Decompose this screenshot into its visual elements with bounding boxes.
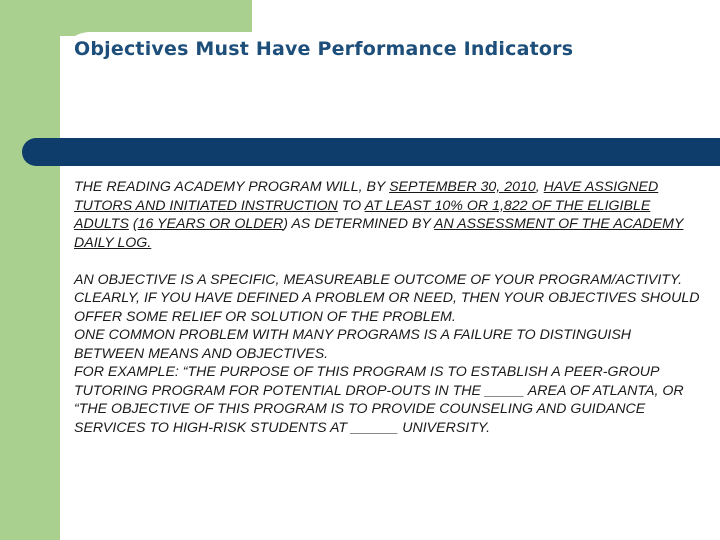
- objective-age: 16 YEARS OR OLDER: [137, 216, 284, 232]
- paragraph-objective: “THE OBJECTIVE OF THIS PROGRAM IS TO PROVIDE COUNSELING AND GUIDANCE SERVICES TO HIGH-RISK STUDENTS AT ______ UNIVERSITY.: [74, 401, 646, 436]
- objective-example: [74, 178, 704, 252]
- paragraph-gap: [74, 252, 704, 271]
- objective-text-1: THE READING ACADEMY PROGRAM WILL, BY: [74, 179, 390, 195]
- green-side-bar: [0, 0, 60, 540]
- objective-text-3: TO: [337, 197, 365, 214]
- slide-body: [74, 178, 704, 437]
- objective-action: HAVE ASSIGNED TUTORS AND INITIATED INSTRUCTION: [74, 179, 659, 214]
- objective-measure: AN ASSESSMENT OF THE ACADEMY DAILY LOG.: [74, 216, 684, 251]
- divider-bar: [22, 138, 720, 166]
- paragraph-relief: CLEARLY, IF YOU HAVE DEFINED A PROBLEM OR NEED, THEN YOUR OBJECTIVES SHOULD OFFER SOME RELIEF OR SOLUTION OF THE PROBLEM.: [74, 290, 700, 325]
- objective-target: AT LEAST 10% OR 1,822 OF THE ELIGIBLE ADULTS: [74, 197, 651, 232]
- slide-title: Objectives Must Have Performance Indicators: [74, 38, 574, 60]
- objective-text-2: ,: [535, 179, 544, 195]
- paragraph-example: FOR EXAMPLE: “THE PURPOSE OF THIS PROGRAM IS TO ESTABLISH A PEER-GROUP TUTORING PROGRAM FOR POTENTIAL DROP-OUTS IN THE _____ AREA OF ATLANTA, OR: [74, 364, 684, 399]
- objective-text-4: (: [128, 216, 138, 232]
- paragraph-problem: ONE COMMON PROBLEM WITH MANY PROGRAMS IS A FAILURE TO DISTINGUISH BETWEEN MEANS AND OBJECTIVES.: [74, 327, 632, 362]
- objective-text-5: ) AS DETERMINED BY: [283, 216, 435, 232]
- objective-date: SEPTEMBER 30, 2010: [389, 179, 536, 195]
- paragraph-definition: AN OBJECTIVE IS A SPECIFIC, MEASUREABLE OUTCOME OF YOUR PROGRAM/ACTIVITY.: [74, 271, 683, 288]
